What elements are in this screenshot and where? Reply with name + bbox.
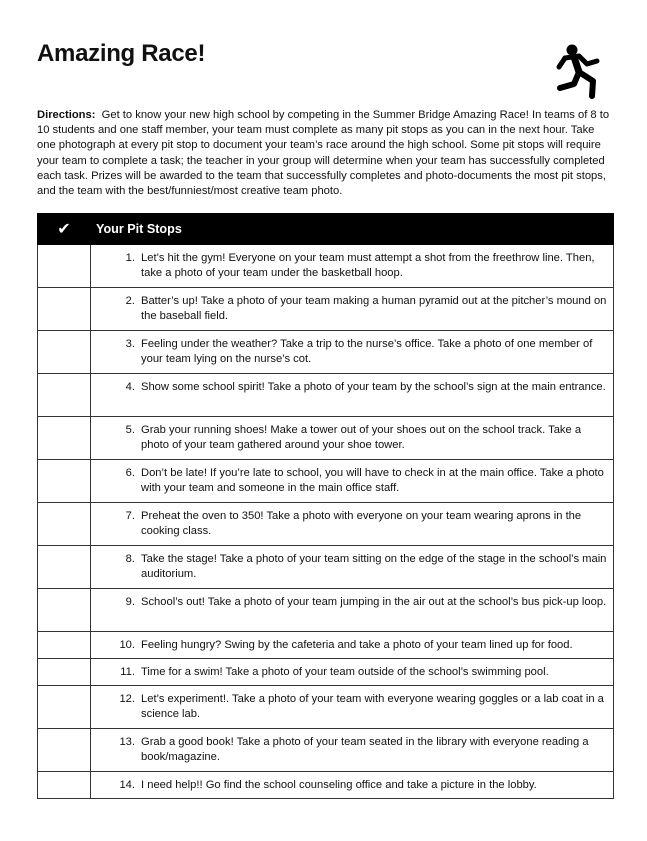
directions: [37, 108, 615, 199]
check-box-cell[interactable]: [38, 686, 91, 729]
stop-number: 10.: [119, 639, 135, 651]
table-row: [38, 659, 614, 686]
stop-text: Let’s hit the gym! Everyone on your team must attempt a shot from the freethrow line. Then, take a photo of your team under the basketball hoop.: [141, 252, 595, 279]
table-row: [38, 686, 614, 729]
stop-text: Let’s experiment!. Take a photo of your team with everyone wearing goggles or a lab coat in a science lab.: [141, 693, 604, 720]
table-row: [38, 503, 614, 546]
check-box-cell[interactable]: [38, 632, 91, 659]
stop-text: Take the stage! Take a photo of your team sitting on the edge of the stage in the school’s main auditorium.: [141, 553, 607, 580]
stop-number: 13.: [119, 736, 135, 748]
pit-stops-header: Your Pit Stops: [91, 214, 614, 245]
stop-text: Grab your running shoes! Make a tower out of your shoes out on the school track. Take a photo of your team gathered around your shoe tower.: [141, 424, 582, 451]
table-row: [38, 288, 614, 331]
stop-text: Preheat the oven to 350! Take a photo with everyone on your team wearing aprons in the cooking class.: [141, 510, 582, 537]
check-box-cell[interactable]: [38, 374, 91, 417]
check-box-cell[interactable]: [38, 729, 91, 772]
table-row: [38, 589, 614, 632]
check-box-cell[interactable]: [38, 245, 91, 288]
stop-text: Show some school spirit! Take a photo of your team by the school’s sign at the main entrance.: [141, 381, 606, 393]
stop-number: 12.: [119, 693, 135, 705]
table-row: [38, 417, 614, 460]
check-box-cell[interactable]: [38, 331, 91, 374]
stop-number: 7.: [125, 510, 135, 522]
stop-number: 2.: [125, 295, 135, 307]
stop-text: School’s out! Take a photo of your team jumping in the air out at the school’s bus pick-up loop.: [141, 596, 607, 608]
directions-text: Get to know your new high school by competing in the Summer Bridge Amazing Race! In teams of 8 to 10 students and one staff member, your team must complete as many pit stops as you can in the next hour. Take one photograph at every pit stop to document your team’s race around the high school. Some pit stops will require your team to complete a task; the teacher in your group will determine when your team has successfully completed each task. Prizes will be awarded to the team that successfully completes and photo-documents the most pit stops, and the team with the best/funniest/most creative team photo.: [37, 109, 610, 198]
stop-number: 3.: [125, 338, 135, 350]
stop-number: 9.: [125, 596, 135, 608]
table-header-row: [38, 214, 614, 245]
page-title: Amazing Race!: [37, 40, 206, 67]
check-box-cell[interactable]: [38, 659, 91, 686]
directions-label: Directions:: [37, 109, 96, 121]
running-person-icon: [553, 44, 605, 100]
check-box-cell[interactable]: [38, 288, 91, 331]
stop-number: 4.: [125, 381, 135, 393]
pit-stops-table: [37, 213, 614, 799]
stop-text: Feeling under the weather? Take a trip to the nurse’s office. Take a photo of one member of your team lying on the nurse’s cot.: [141, 338, 593, 365]
stop-text: Feeling hungry? Swing by the cafeteria and take a photo of your team lined up for food.: [141, 639, 573, 651]
stop-text: I need help!! Go find the school counseling office and take a picture in the lobby.: [141, 779, 537, 791]
table-row: [38, 331, 614, 374]
stop-number: 8.: [125, 553, 135, 565]
stop-number: 6.: [125, 467, 135, 479]
checkmark-icon: ✔: [38, 214, 91, 245]
stop-number: 11.: [120, 666, 135, 678]
stop-number: 5.: [125, 424, 135, 436]
stop-text: Don’t be late! If you’re late to school, you will have to check in at the main office. Take a photo with your team and someone in the main office staff.: [141, 467, 604, 494]
check-box-cell[interactable]: [38, 546, 91, 589]
check-box-cell[interactable]: [38, 589, 91, 632]
table-row: [38, 374, 614, 417]
stop-number: 14.: [119, 779, 135, 791]
stop-text: Grab a good book! Take a photo of your team seated in the library with everyone reading a book/magazine.: [141, 736, 589, 763]
stop-text: Batter’s up! Take a photo of your team making a human pyramid out at the pitcher’s mound on the baseball field.: [141, 295, 607, 322]
check-box-cell[interactable]: [38, 503, 91, 546]
table-row: [38, 245, 614, 288]
stop-number: 1.: [125, 252, 135, 264]
table-row: [38, 460, 614, 503]
check-box-cell[interactable]: [38, 772, 91, 799]
table-row: [38, 729, 614, 772]
table-row: [38, 632, 614, 659]
check-box-cell[interactable]: [38, 417, 91, 460]
table-row: [38, 772, 614, 799]
check-box-cell[interactable]: [38, 460, 91, 503]
stop-text: Time for a swim! Take a photo of your team outside of the school’s swimming pool.: [141, 666, 549, 678]
table-row: [38, 546, 614, 589]
